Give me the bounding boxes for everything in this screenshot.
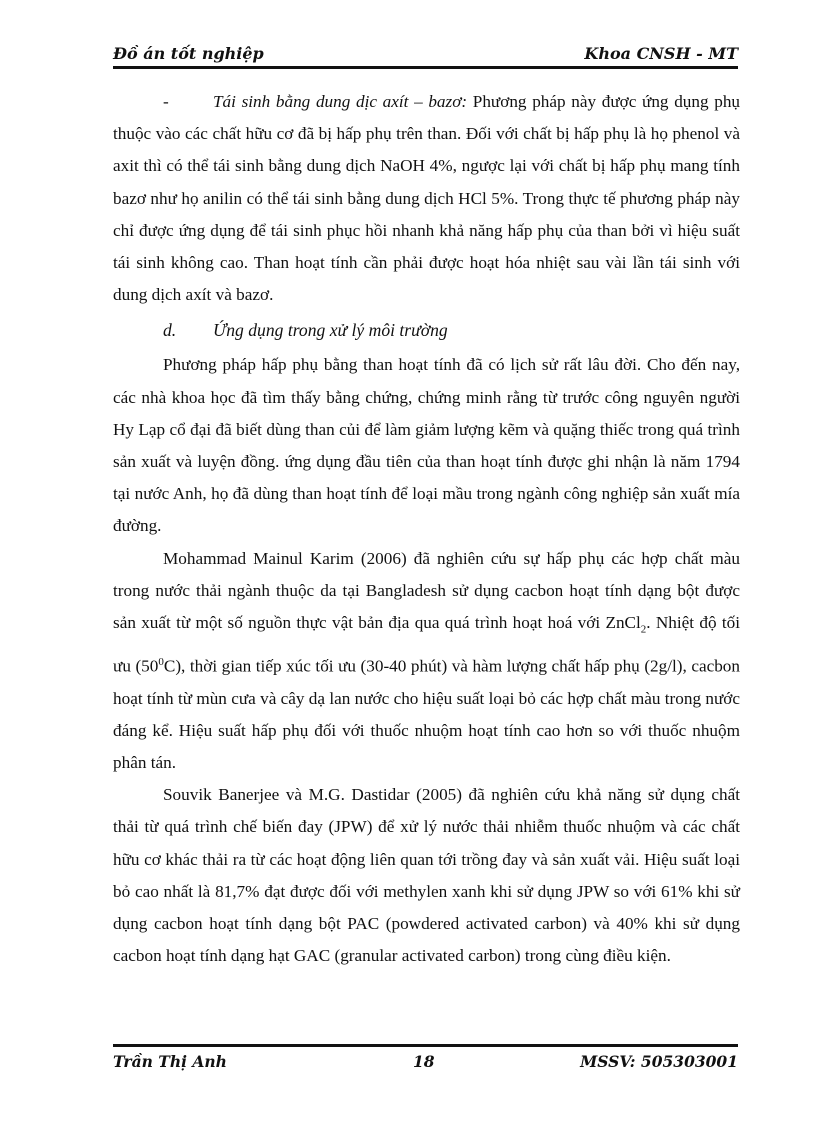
regeneration-lead: Tái sinh bằng dung dịc axít – bazơ: xyxy=(213,92,468,111)
section-marker: d. xyxy=(163,320,177,341)
regeneration-text: Phương pháp này được ứng dụng phụ thuộc vào các chất hữu cơ đã bị hấp phụ trên than. Đối với chất bị hấp phụ là họ phenol và axit thì có thể tái sinh bằng dung dịch NaOH 4%, ngược lại với chất bị hấp phụ mang tính bazơ như họ anilin có thể tái sinh bằng dung dịch HCl 5%. Trong thực tế phương pháp này chỉ được ứng dụng để tái sinh phục hồi nhanh khả năng hấp phụ của than bởi vì hiệu suất tái sinh không cao. Than hoạt tính cần phải được hoạt hóa nhiệt sau vài lần tái sinh với dung dịch axít và bazơ. xyxy=(113,92,741,305)
header-rule xyxy=(113,66,738,69)
footer-author: Trần Thị Anh xyxy=(113,1052,227,1071)
page-number: 18 xyxy=(413,1052,435,1071)
header-thesis-title: Đồ án tốt nghiệp xyxy=(113,44,264,63)
page-footer xyxy=(113,1052,738,1074)
footer-student-id: MSSV: 505303001 xyxy=(580,1052,738,1071)
list-dash: - xyxy=(163,92,169,111)
subscript-2: 2 xyxy=(640,623,647,636)
section-title: Ứng dụng trong xử lý môi trường xyxy=(213,320,448,341)
karim-text-b: . Nhiệt độ tối ưu (50 xyxy=(113,613,740,676)
document-body xyxy=(113,86,740,972)
superscript-0: 0 xyxy=(158,655,164,668)
header-faculty: Khoa CNSH - MT xyxy=(584,44,738,63)
history-paragraph: Phương pháp hấp phụ bằng than hoạt tính đã có lịch sử rất lâu đời. Cho đến nay, các nhà khoa học đã tìm thấy bằng chứng, chứng minh rằng từ trước công nguyên người Hy Lạp cổ đại đã biết dùng than củi để làm giảm lượng kẽm và quặng thiếc trong quá trình sản xuất và luyện đồng. ứng dụng đầu tiên của than hoạt tính được ghi nhận là năm 1794 tại nước Anh, họ đã dùng than hoạt tính để loại mầu trong ngành công nghiệp sản xuất mía đường. xyxy=(113,355,740,536)
banerjee-paragraph: Souvik Banerjee và M.G. Dastidar (2005) đã nghiên cứu khả năng sử dụng chất thải từ quá trình chế biến đay (JPW) để xử lý nước thải nhiễm thuốc nhuộm và các chất hữu cơ khác thải ra từ các hoạt động liên quan tới trồng đay và sản xuất vải. Hiệu suất loại bỏ cao nhất là 81,7% đạt được đối với methylen xanh khi sử dụng JPW so với 61% khi sử dụng cacbon hoạt tính dạng bột PAC (powdered activated carbon) và 40% khi sử dụng cacbon hoạt tính dạng hạt GAC (granular activated carbon) trong cùng điều kiện. xyxy=(113,785,740,966)
karim-text-c: C), thời gian tiếp xúc tối ưu (30-40 phút) và hàm lượng chất hấp phụ (2g/l), cacbon hoạt tính từ mùn cưa và cây dạ lan nước cho hiệu suất loại bỏ các hợp chất màu trong nước đáng kể. Hiệu suất hấp phụ đối với thuốc nhuộm hoạt tính cao hơn so với thuốc nhuộm phân tán. xyxy=(113,656,740,773)
regeneration-paragraph xyxy=(113,86,740,311)
footer-rule xyxy=(113,1044,738,1047)
karim-paragraph xyxy=(113,543,740,780)
page-header xyxy=(113,44,738,66)
section-heading xyxy=(113,311,740,349)
karim-text-a: Mohammad Mainul Karim (2006) đã nghiên cứu sự hấp phụ các hợp chất màu trong nước thải ngành thuộc da tại Bangladesh sử dụng cacbon hoạt tính dạng bột được sản xuất từ một số nguồn thực vật bản địa qua quá trình hoạt hoá với ZnCl xyxy=(113,548,740,633)
